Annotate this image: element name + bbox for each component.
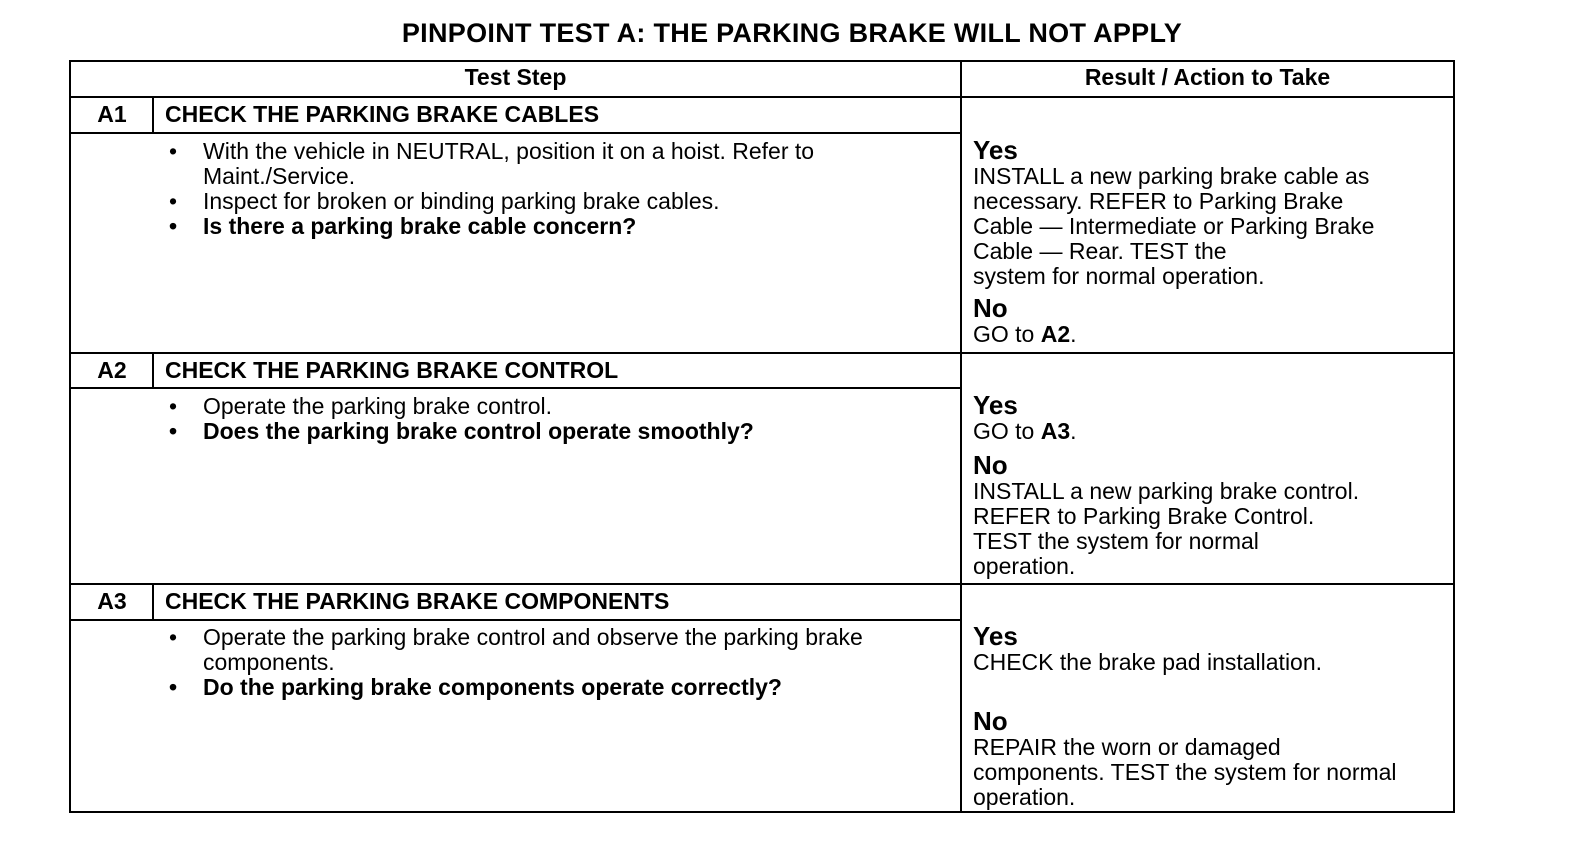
no-label: No — [973, 706, 1008, 736]
result-text: REPAIR the worn or damaged components. TEST the system for normal operation. — [973, 734, 1397, 810]
list-item: • With the vehicle in NEUTRAL, position it on a hoist. Refer to Maint./Service. — [165, 139, 814, 189]
list-item: • Operate the parking brake control and observe the parking brake components. — [165, 625, 863, 675]
pinpoint-test-table — [69, 60, 1455, 813]
page-title: PINPOINT TEST A: THE PARKING BRAKE WILL NOT APPLY — [401, 18, 1183, 48]
step-id-a1: A1 — [97, 101, 127, 127]
a2-title-divider — [71, 387, 962, 389]
no-label: No — [973, 293, 1008, 323]
list-item: • Operate the parking brake control. — [165, 394, 754, 419]
step-a1-bullets — [165, 139, 814, 239]
step-title-a2: CHECK THE PARKING BRAKE CONTROL — [165, 357, 619, 383]
step-a3-bullets — [165, 625, 863, 700]
result-text: GO to A2. — [973, 321, 1077, 347]
result-a3-no — [973, 707, 1397, 810]
result-action-header: Result / Action to Take — [1084, 64, 1331, 90]
yes-label: Yes — [973, 135, 1018, 165]
result-a1 — [973, 136, 1374, 289]
column-divider — [960, 62, 962, 811]
a2-a3-divider — [71, 583, 1453, 585]
a1-a2-divider — [71, 352, 1453, 354]
result-a2-no — [973, 451, 1359, 579]
result-text: CHECK the brake pad installation. — [973, 649, 1323, 675]
test-step-header: Test Step — [464, 64, 567, 90]
result-text: INSTALL a new parking brake control. REFER to Parking Brake Control. TEST the system for normal operation. — [973, 478, 1360, 579]
result-text: GO to A3. — [973, 418, 1077, 444]
result-text: INSTALL a new parking brake cable as necessary. REFER to Parking Brake Cable — Intermediate or Parking Brake Cable — Rear. TEST the system for normal operation. — [973, 163, 1375, 289]
yes-label: Yes — [973, 390, 1018, 420]
step-a2-bullets — [165, 394, 754, 444]
a1-title-divider — [71, 132, 962, 134]
result-a2 — [973, 391, 1077, 444]
result-a3 — [973, 622, 1322, 675]
yes-label: Yes — [973, 621, 1018, 651]
header-divider — [71, 96, 1453, 98]
step-id-a3: A3 — [97, 588, 127, 614]
step-title-a1: CHECK THE PARKING BRAKE CABLES — [165, 101, 600, 127]
a3-title-divider — [71, 619, 962, 621]
step-id-a2: A2 — [97, 357, 127, 383]
list-item: • Is there a parking brake cable concern? — [165, 214, 814, 239]
result-a1-no — [973, 294, 1077, 347]
list-item: • Inspect for broken or binding parking brake cables. — [165, 189, 814, 214]
no-label: No — [973, 450, 1008, 480]
list-item: • Do the parking brake components operate correctly? — [165, 675, 863, 700]
list-item: • Does the parking brake control operate smoothly? — [165, 419, 754, 444]
step-title-a3: CHECK THE PARKING BRAKE COMPONENTS — [165, 588, 670, 614]
